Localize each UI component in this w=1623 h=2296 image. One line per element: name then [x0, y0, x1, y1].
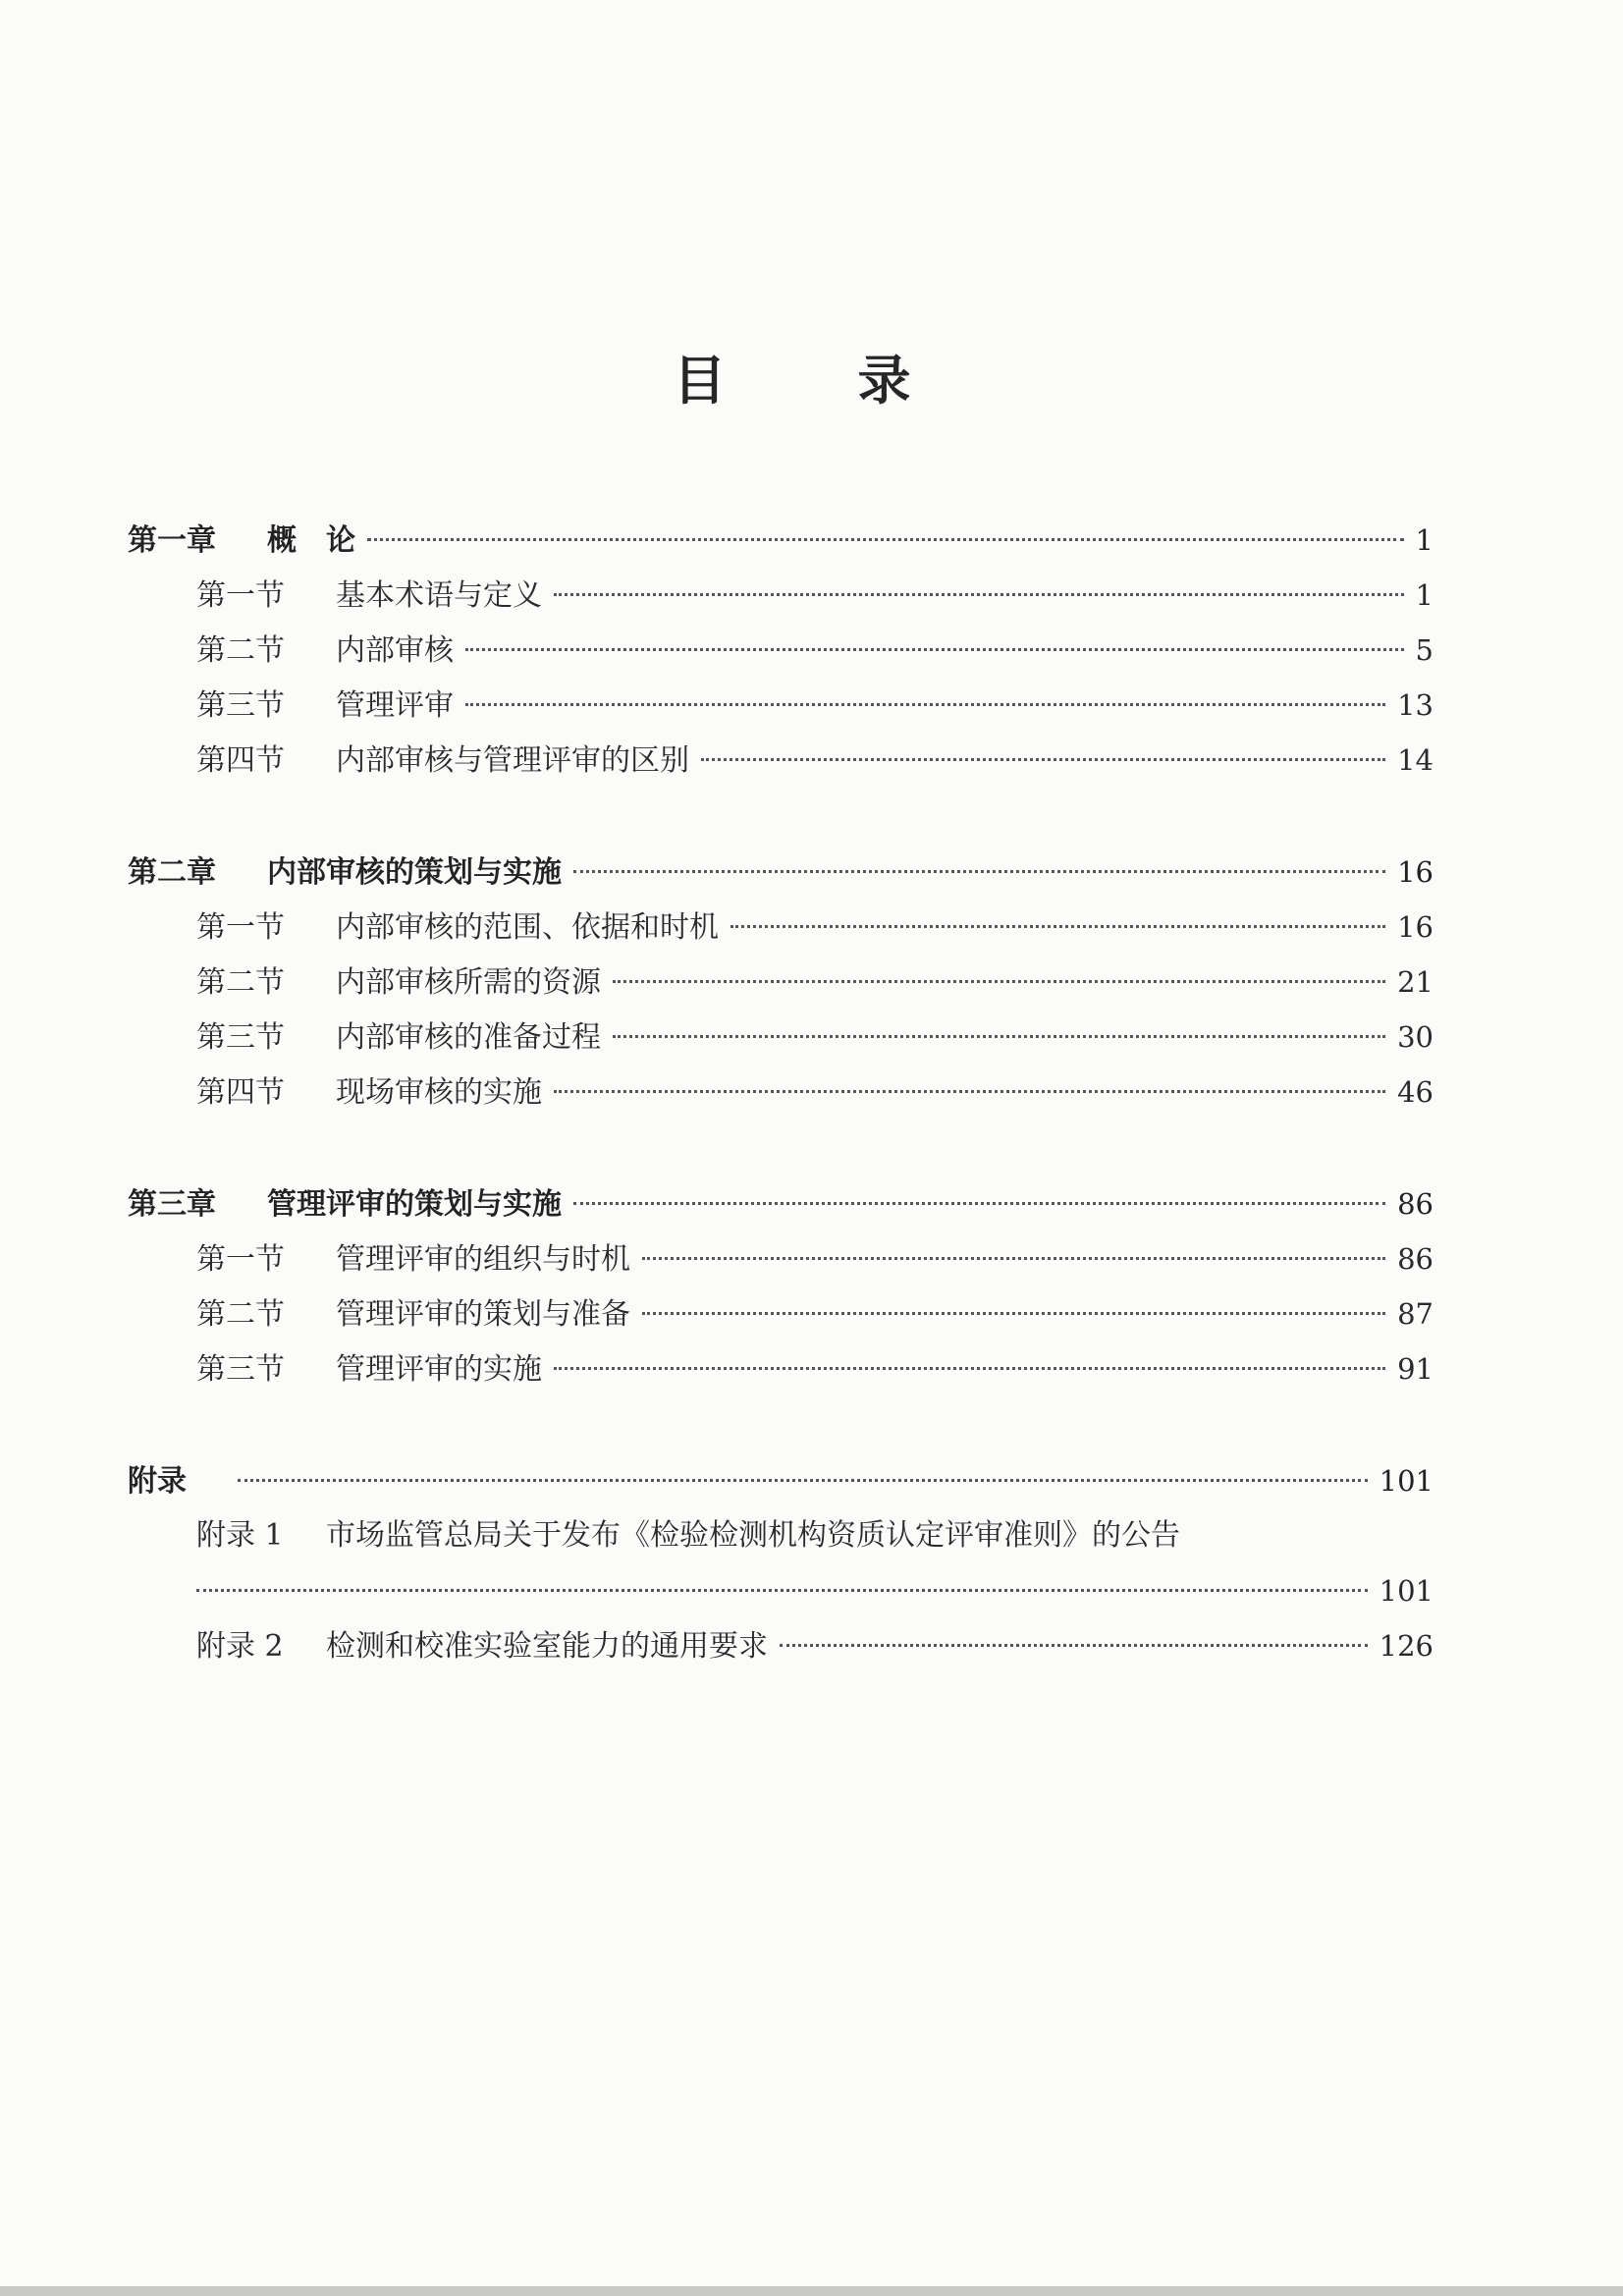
chapter-title: 内部审核的策划与实施 [267, 855, 562, 890]
page-number: 1 [1415, 578, 1434, 612]
chapter-title: 管理评审的策划与实施 [267, 1187, 562, 1222]
page-number: 13 [1397, 688, 1434, 722]
leader-dots [780, 1644, 1368, 1647]
section-title: 管理评审的策划与准备 [336, 1297, 630, 1332]
section-label: 第一节 [196, 578, 285, 613]
section-label: 第二节 [196, 633, 285, 668]
page-title: 目 录 [673, 350, 950, 411]
section-title: 现场审核的实施 [336, 1075, 542, 1110]
section-title: 内部审核所需的资源 [336, 965, 601, 1000]
leader-dots [701, 758, 1385, 761]
page-number: 101 [1379, 1464, 1434, 1498]
leader-dots [554, 1367, 1385, 1370]
section-title: 内部审核的准备过程 [336, 1020, 601, 1055]
leader-dots [573, 1202, 1385, 1205]
toc-section-1-4[interactable] [196, 738, 1434, 782]
leader-dots [367, 538, 1404, 541]
section-title: 管理评审的组织与时机 [336, 1242, 630, 1277]
leader-dots [554, 593, 1404, 596]
leader-dots [642, 1312, 1385, 1315]
leader-dots [730, 925, 1385, 928]
chapter-label: 第一章 [128, 523, 216, 558]
toc-section-3-1[interactable] [196, 1237, 1434, 1281]
leader-dots [196, 1589, 1368, 1592]
toc-appendix-2[interactable] [196, 1624, 1434, 1667]
page-number: 91 [1397, 1352, 1434, 1386]
page-number: 21 [1397, 965, 1434, 999]
toc-section-1-3[interactable] [196, 683, 1434, 727]
toc-section-2-2[interactable] [196, 960, 1434, 1004]
section-label: 第一节 [196, 1242, 285, 1277]
toc-section-3-2[interactable] [196, 1292, 1434, 1336]
leader-dots [642, 1257, 1385, 1260]
section-title: 内部审核的范围、依据和时机 [336, 910, 719, 945]
page-number: 86 [1397, 1242, 1434, 1276]
toc-section-2-1[interactable] [196, 905, 1434, 949]
section-label: 第四节 [196, 743, 285, 778]
leader-dots [554, 1090, 1385, 1093]
section-title: 内部审核 [336, 633, 454, 668]
leader-dots [613, 980, 1385, 983]
page-bottom-edge [0, 2286, 1623, 2296]
toc-section-2-4[interactable] [196, 1070, 1434, 1114]
appendix-item-title: 市场监管总局关于发布《检验检测机构资质认定评审准则》的公告 [326, 1518, 1180, 1553]
page-number: 16 [1397, 910, 1434, 944]
toc-section-3-3[interactable] [196, 1347, 1434, 1391]
toc-section-2-3[interactable] [196, 1015, 1434, 1059]
page-number: 5 [1415, 633, 1434, 667]
section-label: 第二节 [196, 1297, 285, 1332]
section-label: 第三节 [196, 688, 285, 723]
section-label: 第三节 [196, 1020, 285, 1055]
leader-dots [465, 648, 1404, 651]
toc-appendix[interactable] [128, 1459, 1434, 1503]
chapter-title: 概 论 [267, 523, 355, 558]
toc-chapter-2[interactable] [128, 850, 1434, 894]
toc-chapter-1[interactable] [128, 519, 1434, 562]
page-number: 1 [1415, 523, 1434, 557]
page-number: 14 [1397, 743, 1434, 777]
section-label: 第三节 [196, 1352, 285, 1387]
appendix-item-title: 检测和校准实验室能力的通用要求 [326, 1629, 768, 1664]
page-number: 101 [1379, 1574, 1434, 1608]
section-title: 内部审核与管理评审的区别 [336, 743, 689, 778]
leader-dots [573, 870, 1385, 873]
section-label: 第四节 [196, 1075, 285, 1110]
appendix-label: 附录 2 [196, 1629, 284, 1664]
chapter-label: 第二章 [128, 855, 216, 890]
toc-chapter-3[interactable] [128, 1182, 1434, 1226]
page-number: 126 [1379, 1629, 1434, 1663]
toc-appendix-1-page[interactable] [196, 1569, 1434, 1613]
page-number: 30 [1397, 1020, 1434, 1054]
appendix-title: 附录 [128, 1464, 187, 1499]
section-title: 管理评审的实施 [336, 1352, 542, 1387]
page-number: 16 [1397, 855, 1434, 889]
section-title: 基本术语与定义 [336, 578, 542, 613]
toc-section-1-2[interactable] [196, 629, 1434, 672]
page-number: 87 [1397, 1297, 1434, 1331]
chapter-label: 第三章 [128, 1187, 216, 1222]
page-number: 86 [1397, 1187, 1434, 1221]
appendix-label: 附录 1 [196, 1518, 284, 1553]
leader-dots [238, 1479, 1368, 1482]
leader-dots [465, 703, 1385, 706]
page-number: 46 [1397, 1075, 1434, 1109]
section-label: 第一节 [196, 910, 285, 945]
leader-dots [613, 1035, 1385, 1038]
section-label: 第二节 [196, 965, 285, 1000]
toc-section-1-1[interactable] [196, 574, 1434, 617]
toc-appendix-1[interactable] [196, 1514, 1434, 1558]
section-title: 管理评审 [336, 688, 454, 723]
